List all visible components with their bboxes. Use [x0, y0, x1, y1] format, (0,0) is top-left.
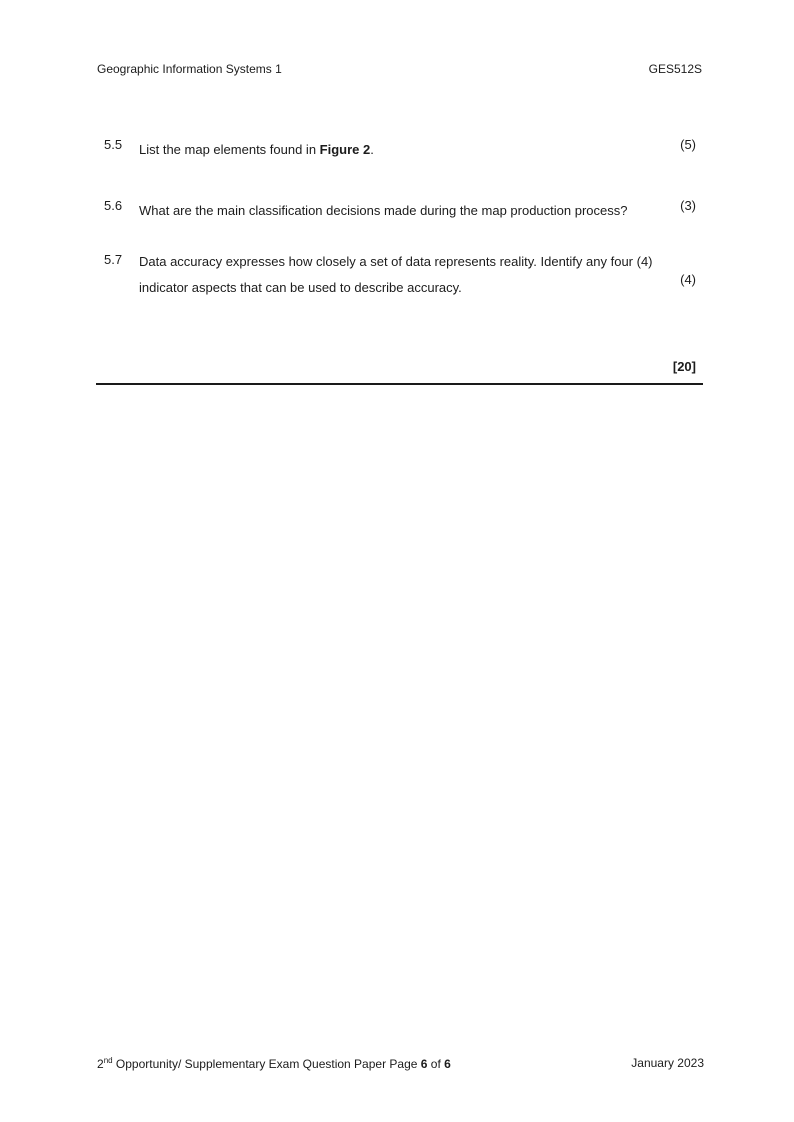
question-text-part: List the map elements found in [139, 142, 320, 157]
footer-label: Opportunity/ Supplementary Exam Question Paper Page [112, 1057, 421, 1071]
course-code: GES512S [648, 62, 702, 76]
course-title: Geographic Information Systems 1 [97, 62, 282, 76]
question-number: 5.7 [104, 252, 123, 267]
footer-ordinal: 2 [97, 1057, 104, 1071]
question-text [139, 137, 664, 163]
footer-date: January 2023 [631, 1056, 704, 1070]
question-marks: (4) [680, 272, 696, 287]
question-number: 5.5 [104, 137, 123, 152]
figure-reference: Figure 2 [319, 142, 371, 157]
footer-ordinal-suffix: nd [103, 1056, 113, 1065]
question-marks: (5) [680, 137, 696, 152]
footer-page-current: 6 [420, 1057, 428, 1071]
footer-page-total: 6 [444, 1057, 451, 1071]
question-text-part: . [370, 142, 374, 157]
section-total: [20] [672, 359, 696, 374]
question-text: Data accuracy expresses how closely a set of data represents reality. Identify any four (4) indicator aspects that can be used to describe accuracy. [139, 254, 653, 295]
footer-of: of [427, 1057, 445, 1071]
footer-paper-info [97, 1056, 451, 1071]
question-marks: (3) [680, 198, 696, 213]
section-divider [96, 383, 703, 385]
question-text: What are the main classification decisions made during the map production process? [139, 203, 628, 218]
question-number: 5.6 [104, 198, 123, 213]
